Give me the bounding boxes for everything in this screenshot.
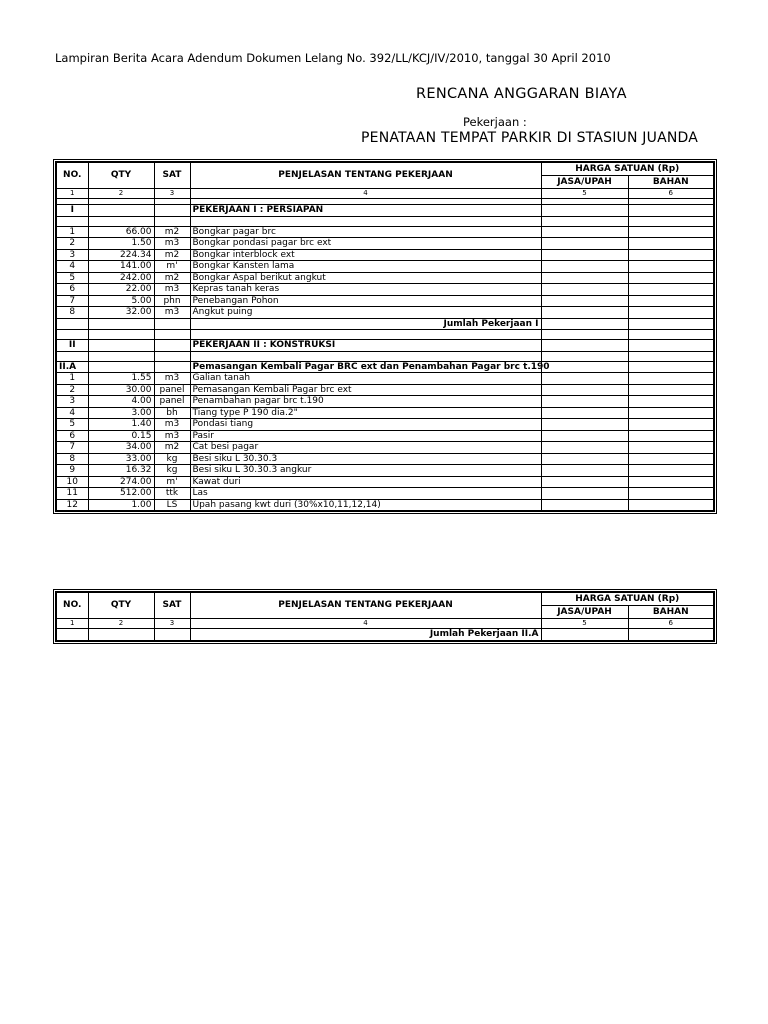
item-no: 9 <box>56 465 88 477</box>
item-no: 10 <box>56 476 88 488</box>
col-harga-satuan-header: HARGA SATUAN (Rp) <box>541 162 714 176</box>
table-row <box>56 396 714 408</box>
section-title: PEKERJAAN I : PERSIAPAN <box>190 205 541 217</box>
table-row <box>56 430 714 442</box>
item-sat: ttk <box>154 488 190 500</box>
item-no: 5 <box>56 272 88 284</box>
col-qty-header: QTY <box>88 592 154 619</box>
item-sat: phn <box>154 295 190 307</box>
item-sat: m3 <box>154 238 190 250</box>
col-qty-header: QTY <box>88 162 154 189</box>
table-row <box>56 373 714 385</box>
item-sat: m2 <box>154 442 190 454</box>
table-row <box>56 295 714 307</box>
col-number: 6 <box>628 619 714 629</box>
item-sat: m3 <box>154 373 190 385</box>
item-sat: bh <box>154 407 190 419</box>
col-sat-header: SAT <box>154 592 190 619</box>
spacer-row <box>56 216 714 226</box>
col-no-header: NO. <box>56 592 88 619</box>
item-sat: m2 <box>154 226 190 238</box>
col-bahan-header: BAHAN <box>628 176 714 189</box>
item-desc: Besi siku L 30.30.3 angkur <box>190 465 541 477</box>
item-desc: Galian tanah <box>190 373 541 385</box>
subsection-no: II.A <box>56 361 88 373</box>
item-qty: 1.00 <box>88 499 154 511</box>
item-qty: 1.50 <box>88 238 154 250</box>
total-label: Jumlah Pekerjaan I <box>190 318 541 330</box>
item-no: 12 <box>56 499 88 511</box>
item-qty: 0.15 <box>88 430 154 442</box>
item-desc: Kepras tanah keras <box>190 284 541 296</box>
col-number: 1 <box>56 619 88 629</box>
table-row <box>56 499 714 511</box>
item-qty: 66.00 <box>88 226 154 238</box>
item-sat: panel <box>154 384 190 396</box>
item-no: 2 <box>56 384 88 396</box>
total-row <box>56 318 714 330</box>
col-number: 3 <box>154 619 190 629</box>
col-no-header: NO. <box>56 162 88 189</box>
table-row <box>56 476 714 488</box>
col-bahan-header: BAHAN <box>628 606 714 619</box>
col-harga-satuan-header: HARGA SATUAN (Rp) <box>541 592 714 606</box>
item-qty: 3.00 <box>88 407 154 419</box>
section-no: II <box>56 340 88 352</box>
table-row <box>56 488 714 500</box>
item-no: 3 <box>56 396 88 408</box>
col-number: 5 <box>541 619 628 629</box>
table-row <box>56 453 714 465</box>
item-no: 1 <box>56 373 88 385</box>
item-sat: m2 <box>154 249 190 261</box>
item-no: 7 <box>56 442 88 454</box>
col-number: 1 <box>56 189 88 199</box>
table-row <box>56 226 714 238</box>
rab-table-page2 <box>55 591 715 642</box>
item-desc: Bongkar pagar brc <box>190 226 541 238</box>
col-number: 2 <box>88 619 154 629</box>
table-row <box>56 465 714 477</box>
item-no: 8 <box>56 307 88 319</box>
item-desc: Penambahan pagar brc t.190 <box>190 396 541 408</box>
rab-table-page1 <box>55 161 715 512</box>
item-sat: m2 <box>154 272 190 284</box>
item-desc: Tiang type P 190 dia.2" <box>190 407 541 419</box>
total-label: Jumlah Pekerjaan II.A <box>190 629 541 641</box>
table-row <box>56 249 714 261</box>
item-desc: Cat besi pagar <box>190 442 541 454</box>
item-no: 5 <box>56 419 88 431</box>
section-title: PEKERJAAN II : KONSTRUKSI <box>190 340 541 352</box>
subsection-row <box>56 361 714 373</box>
item-qty: 141.00 <box>88 261 154 273</box>
section-no: I <box>56 205 88 217</box>
item-desc: Bongkar interblock ext <box>190 249 541 261</box>
document-title: RENCANA ANGGARAN BIAYA <box>416 86 627 102</box>
item-desc: Penebangan Pohon <box>190 295 541 307</box>
item-desc: Bongkar Kansten lama <box>190 261 541 273</box>
col-number: 2 <box>88 189 154 199</box>
item-qty: 5.00 <box>88 295 154 307</box>
item-qty: 32.00 <box>88 307 154 319</box>
table-row <box>56 261 714 273</box>
item-desc: Pemasangan Kembali Pagar brc ext <box>190 384 541 396</box>
col-sat-header: SAT <box>154 162 190 189</box>
subsection-title: Pemasangan Kembali Pagar BRC ext dan Penambahan Pagar brc t.190 <box>190 361 541 373</box>
header-row <box>56 592 714 606</box>
col-number: 6 <box>628 189 714 199</box>
column-number-row <box>56 189 714 199</box>
item-sat: kg <box>154 465 190 477</box>
item-sat: m3 <box>154 307 190 319</box>
item-qty: 1.55 <box>88 373 154 385</box>
item-no: 6 <box>56 284 88 296</box>
table-row <box>56 384 714 396</box>
item-no: 1 <box>56 226 88 238</box>
spacer-row <box>56 351 714 361</box>
col-jasa-header: JASA/UPAH <box>541 606 628 619</box>
col-penjelasan-header: PENJELASAN TENTANG PEKERJAAN <box>190 162 541 189</box>
table-row <box>56 307 714 319</box>
col-jasa-header: JASA/UPAH <box>541 176 628 189</box>
item-desc: Las <box>190 488 541 500</box>
item-qty: 4.00 <box>88 396 154 408</box>
item-qty: 33.00 <box>88 453 154 465</box>
item-qty: 16.32 <box>88 465 154 477</box>
item-desc: Pasir <box>190 430 541 442</box>
item-sat: panel <box>154 396 190 408</box>
pekerjaan-name: PENATAAN TEMPAT PARKIR DI STASIUN JUANDA <box>361 130 699 146</box>
item-no: 4 <box>56 261 88 273</box>
table-row <box>56 238 714 250</box>
lampiran-text: Lampiran Berita Acara Adendum Dokumen Lelang No. 392/LL/KCJ/IV/2010, tanggal 30 April 2010 <box>55 51 611 65</box>
col-number: 4 <box>190 619 541 629</box>
spacer-row <box>56 330 714 340</box>
table-row <box>56 407 714 419</box>
item-qty: 224.34 <box>88 249 154 261</box>
col-number: 3 <box>154 189 190 199</box>
table-row <box>56 442 714 454</box>
section-row <box>56 340 714 352</box>
item-no: 3 <box>56 249 88 261</box>
item-desc: Upah pasang kwt duri (30%x10,11,12,14) <box>190 499 541 511</box>
item-qty: 242.00 <box>88 272 154 284</box>
item-desc: Angkut puing <box>190 307 541 319</box>
header-row <box>56 162 714 176</box>
item-sat: m3 <box>154 284 190 296</box>
item-no: 11 <box>56 488 88 500</box>
section-row <box>56 205 714 217</box>
item-qty: 22.00 <box>88 284 154 296</box>
table-row <box>56 272 714 284</box>
item-desc: Pondasi tiang <box>190 419 541 431</box>
item-sat: kg <box>154 453 190 465</box>
item-sat: m3 <box>154 419 190 431</box>
col-number: 5 <box>541 189 628 199</box>
col-number: 4 <box>190 189 541 199</box>
table-row <box>56 419 714 431</box>
item-desc: Kawat duri <box>190 476 541 488</box>
col-penjelasan-header: PENJELASAN TENTANG PEKERJAAN <box>190 592 541 619</box>
item-qty: 1.40 <box>88 419 154 431</box>
item-sat: m' <box>154 476 190 488</box>
item-qty: 30.00 <box>88 384 154 396</box>
item-desc: Bongkar pondasi pagar brc ext <box>190 238 541 250</box>
table-row <box>56 284 714 296</box>
item-no: 7 <box>56 295 88 307</box>
item-qty: 512.00 <box>88 488 154 500</box>
item-desc: Besi siku L 30.30.3 <box>190 453 541 465</box>
column-number-row <box>56 619 714 629</box>
item-no: 4 <box>56 407 88 419</box>
item-sat: m3 <box>154 430 190 442</box>
item-desc: Bongkar Aspal berikut angkut <box>190 272 541 284</box>
item-qty: 34.00 <box>88 442 154 454</box>
pekerjaan-label: Pekerjaan : <box>463 115 527 129</box>
item-no: 2 <box>56 238 88 250</box>
item-sat: m' <box>154 261 190 273</box>
item-sat: LS <box>154 499 190 511</box>
total-row <box>56 629 714 641</box>
item-no: 8 <box>56 453 88 465</box>
item-no: 6 <box>56 430 88 442</box>
item-qty: 274.00 <box>88 476 154 488</box>
